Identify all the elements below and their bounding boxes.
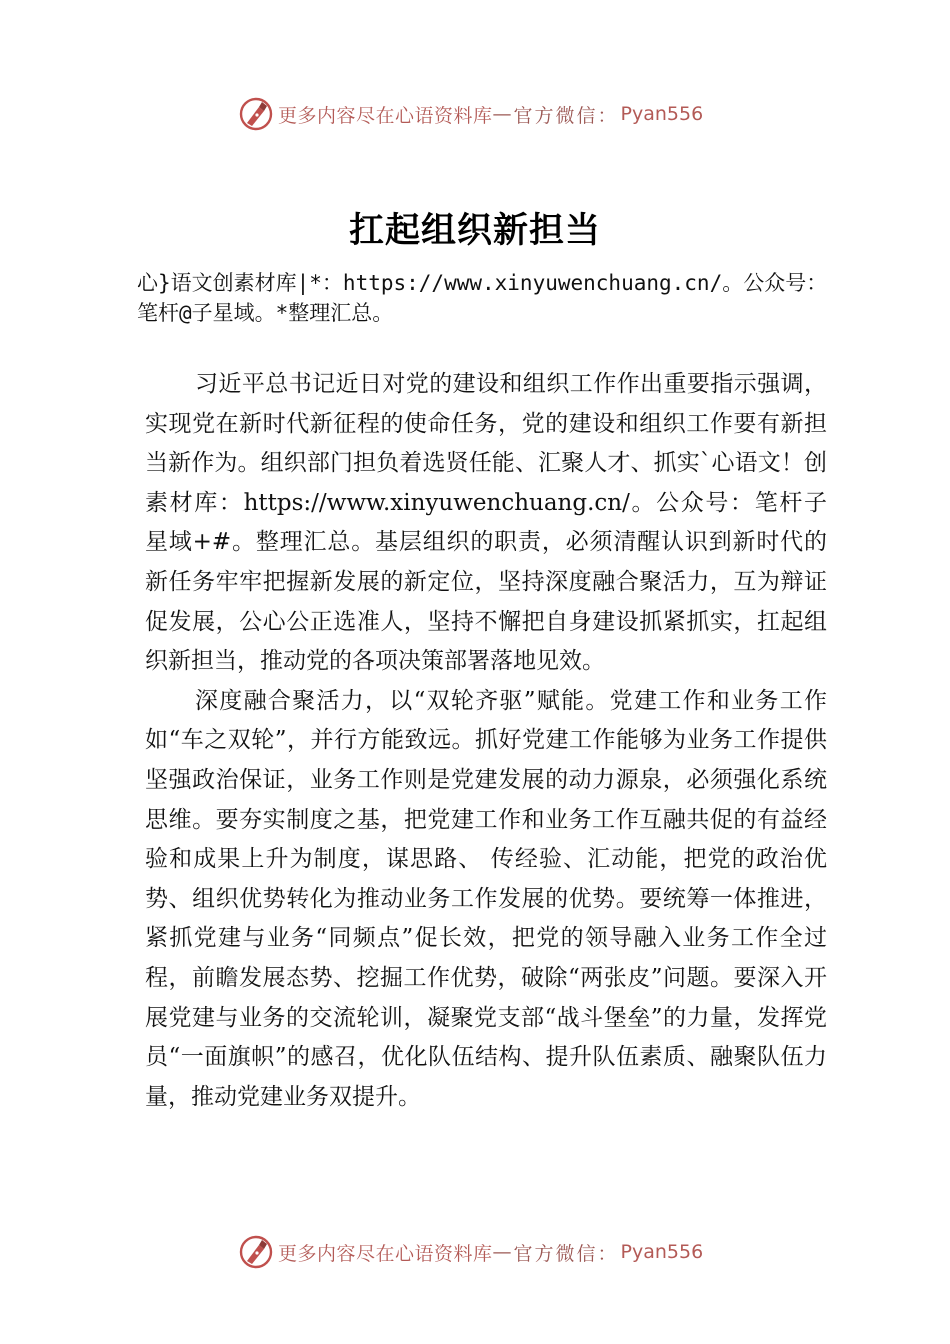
footer-banner — [238, 1232, 703, 1272]
article-body — [145, 365, 827, 1117]
paragraph: 深度融合聚活力，以“双轮齐驱”赋能。党建工作和业务工作如“车之双轮”，并行方能致远。抓好党建工作能够为业务工作提供坚强政治保证，业务工作则是党建发展的动力源泉，必须强化系统思维。要夯实制度之基，把党建工作和业务工作互融共促的有益经验和成果上升为制度，谋思路、 传经验、汇动能，把党的政治优势、组织优势转化为推动业务工作发展的优势。要统筹一体推进，紧抓党建与业务“同频点”促长效，把党的领导融入业务工作全过程，前瞻发展态势、挖掘工作优势，破除“两张皮”问题。要深入开展党建与业务的交流轮训，凝聚党支部“战斗堡垒”的力量，发挥党员“一面旗帜”的感召，优化队伍结构、提升队伍素质、融聚队伍力量，推动党建业务双提升。 — [145, 687, 827, 1110]
banner-brand-text: 更多内容尽在心语资料库 — [278, 104, 493, 127]
banner-wechat-id: Pyan556 — [620, 1241, 704, 1263]
paragraph: 习近平总书记近日对党的建设和组织工作作出重要指示强调，实现党在新时代新征程的使命任务，党的建设和组织工作要有新担当新作为。组织部门担负着选贤任能、汇聚人才、抓实`心语文！创素材库：https://www.xinyuwenchuang.cn/。公众号：笔杆子星域+#。整理汇总。基层组织的职责，必须清醒认识到新时代的新任务牢牢把握新发展的新定位，坚持深度融合聚活力，互为辩证促发展，公心公正选准人，坚持不懈把自身建设抓紧抓实，扛起组织新担当，推动党的各项决策部署落地见效。 — [145, 371, 827, 675]
banner-wechat-id: Pyan556 — [620, 103, 704, 125]
header-banner — [238, 94, 703, 134]
pen-nib-logo-icon — [238, 1234, 274, 1270]
banner-brand-text: 更多内容尽在心语资料库 — [278, 1242, 493, 1265]
source-note: 心}语文创素材库|*：https://www.xinyuwenchuang.cn/。公众号：笔杆@子星域。*整理汇总。 — [137, 271, 828, 325]
banner-dash: — — [492, 103, 514, 125]
pen-nib-logo-icon — [238, 96, 274, 132]
page-title: 扛起组织新担当 — [348, 211, 601, 251]
banner-wechat-label: 官方微信： — [513, 1242, 619, 1265]
banner-dash: — — [492, 1241, 514, 1263]
banner-wechat-label: 官方微信： — [513, 104, 619, 127]
